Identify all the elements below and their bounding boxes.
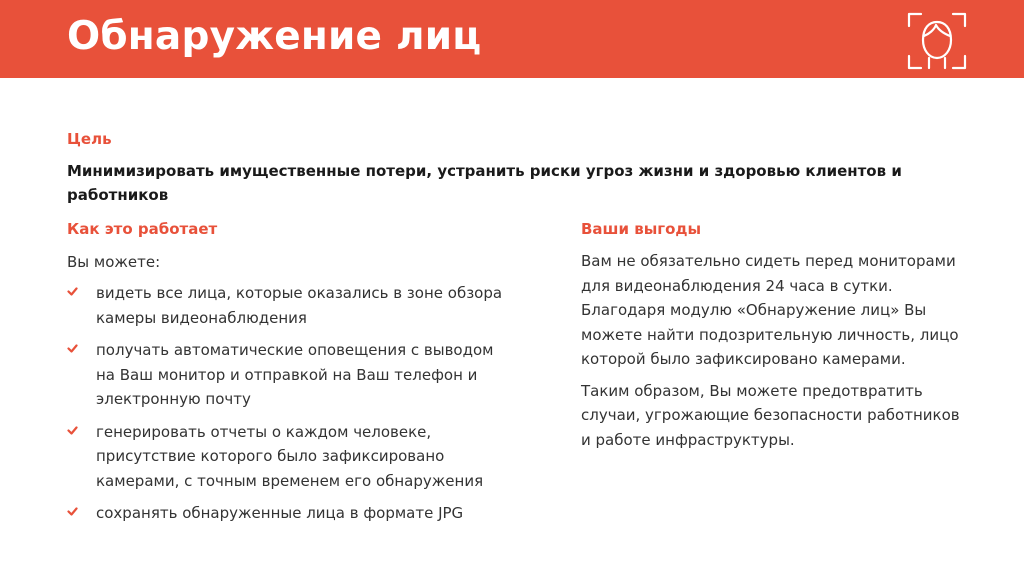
face-recognition-icon (907, 12, 967, 70)
check-icon (67, 425, 78, 436)
list-item-text: видеть все лица, которые оказались в зоне обзора камеры видеонаблюдения (96, 284, 503, 327)
how-it-works-intro: Вы можете: (67, 253, 161, 271)
list-item-text: получать автоматические оповещения с выводом на Ваш монитор и отправкой на Ваш телефон и электронную почту (96, 341, 494, 408)
check-icon (67, 506, 78, 517)
benefits-section (581, 249, 961, 459)
page-title: Обнаружение лиц (67, 14, 482, 59)
how-it-works-label: Как это работает (67, 220, 218, 238)
list-item (67, 281, 507, 330)
list-item (67, 501, 507, 526)
check-icon (67, 286, 78, 297)
benefit-paragraph: Таким образом, Вы можете предотвратить случаи, угрожающие безопасности работников и работе инфраструктуры. (581, 381, 960, 449)
benefits-label: Ваши выгоды (581, 220, 702, 238)
check-icon (67, 343, 78, 354)
list-item (67, 420, 507, 494)
list-item-text: генерировать отчеты о каждом человеке, присутствие которого было зафиксировано камерами, с точным временем его обнаружения (96, 422, 484, 490)
header-bar (0, 0, 1024, 78)
goal-label: Цель (67, 130, 112, 148)
goal-text: Минимизировать имущественные потери, устранить риски угроз жизни и здоровью клиентов и работников (67, 162, 902, 204)
benefit-paragraph: Вам не обязательно сидеть перед мониторами для видеонаблюдения 24 часа в сутки. Благодаря модулю «Обнаружение лиц» Вы можете найти подозрительную личность, лицо которой было зафиксировано камерами. (581, 252, 959, 368)
list-item (67, 338, 507, 412)
list-item-text: сохранять обнаруженные лица в формате JPG (96, 504, 464, 522)
capabilities-list (67, 281, 507, 534)
